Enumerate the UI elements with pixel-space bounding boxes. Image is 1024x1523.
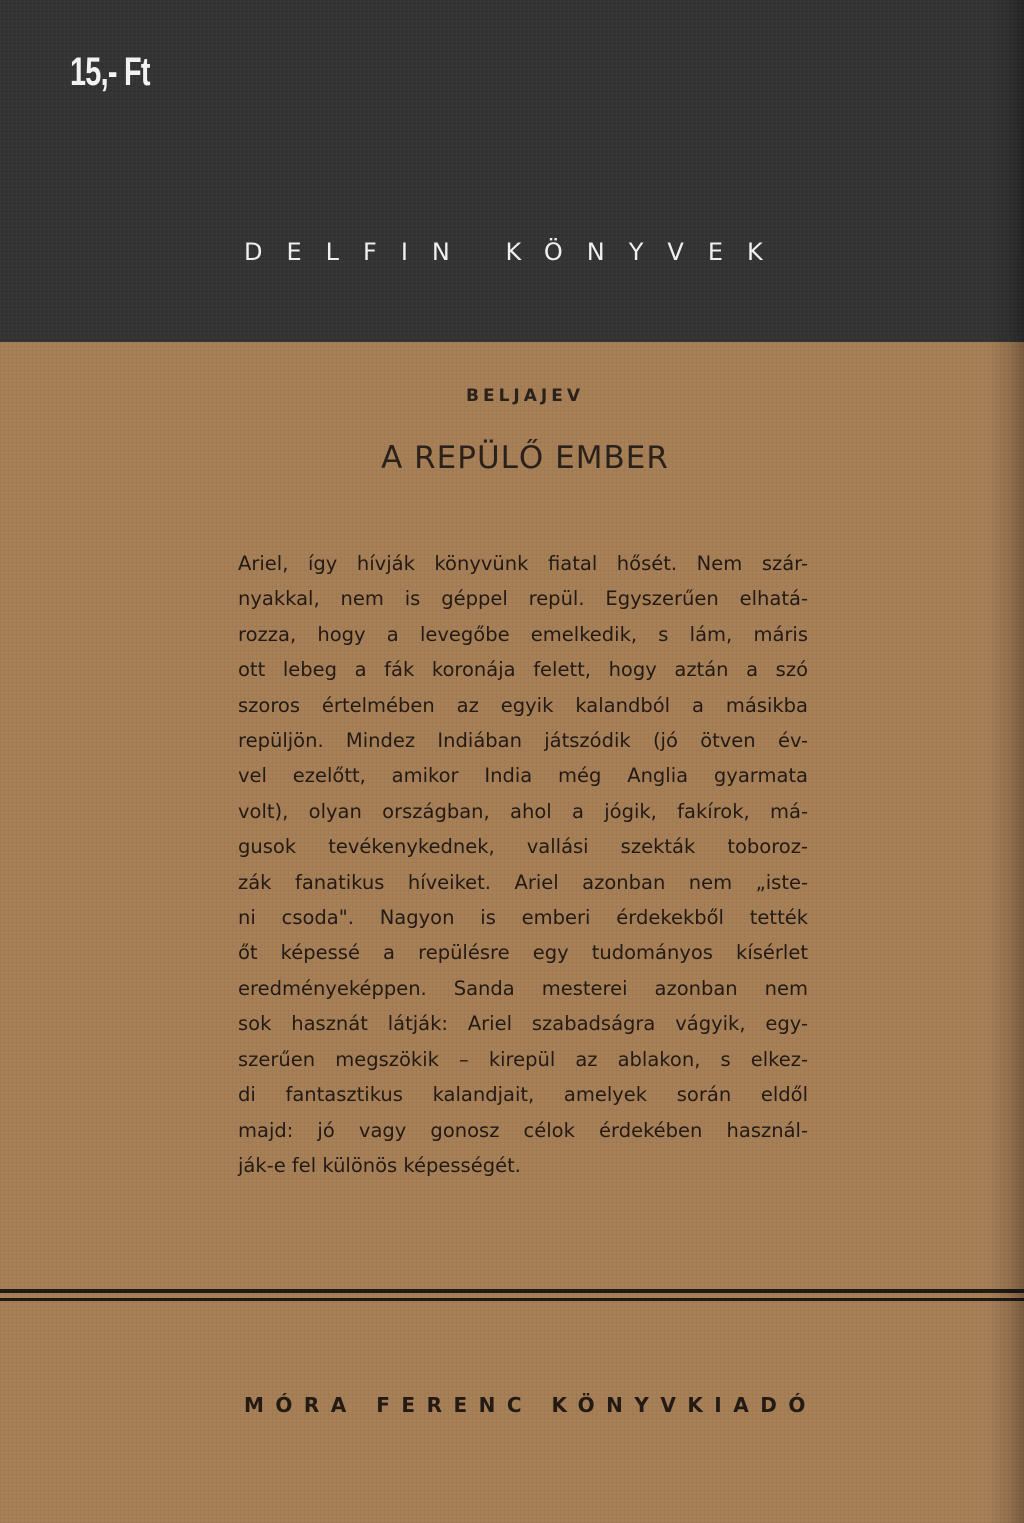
series-name: DELFIN KÖNYVEK [244, 238, 787, 266]
blurb-line: zák fanatikus híveiket. Ariel azonban nem „iste- [238, 870, 808, 894]
blurb-line: eredményeképpen. Sanda mesterei azonban nem [238, 976, 808, 1000]
blurb-line: ják-e fel különös képességét. [238, 1153, 521, 1177]
blurb-line: szerűen megszökik – kirepül az ablakon, s elkez- [238, 1047, 808, 1071]
blurb-line: Ariel, így hívják könyvünk fiatal hősét. Nem szár- [238, 552, 808, 575]
blurb-line: majd: jó vagy gonosz célok érdekében használ- [238, 1118, 808, 1142]
blurb-line: volt), olyan országban, ahol a jógik, fakírok, má- [238, 799, 808, 823]
divider-rule-bottom [0, 1298, 1024, 1301]
publisher-name: MÓRA FERENC KÖNYVKIADÓ [244, 1393, 817, 1417]
divider-rule-top [0, 1289, 1024, 1293]
blurb-line: gusok tevékenykednek, vallási szekták toboroz- [238, 835, 808, 859]
author-name: BELJAJEV [466, 386, 584, 406]
blurb-line: nyakkal, nem is géppel repül. Egyszerűen elhatá- [238, 587, 808, 611]
top-dark-band [0, 0, 1024, 342]
blurb-line: szoros értelmében az egyik kalandból a másikba [238, 693, 808, 717]
book-title: A REPÜLŐ EMBER [381, 440, 669, 476]
blurb-text [238, 546, 808, 1183]
blurb-line: vel ezelőtt, amikor India még Anglia gyarmata [238, 764, 808, 788]
price-label: 15,- Ft [70, 50, 150, 94]
blurb-line: di fantasztikus kalandjait, amelyek során eldől [238, 1083, 808, 1107]
blurb-line: sok hasznát látják: Ariel szabadságra vágyik, egy- [238, 1012, 808, 1036]
blurb-line: repüljön. Mindez Indiában játszódik (jó ötven év- [238, 729, 808, 753]
blurb-line: őt képessé a repülésre egy tudományos kísérlet [238, 941, 808, 965]
cover-edge-shadow [988, 0, 1024, 1523]
blurb-line: ott lebeg a fák koronája felett, hogy aztán a szó [238, 658, 808, 682]
blurb-line: ni csoda". Nagyon is emberi érdekekből tették [238, 906, 808, 930]
blurb-line: rozza, hogy a levegőbe emelkedik, s lám, máris [238, 622, 808, 646]
